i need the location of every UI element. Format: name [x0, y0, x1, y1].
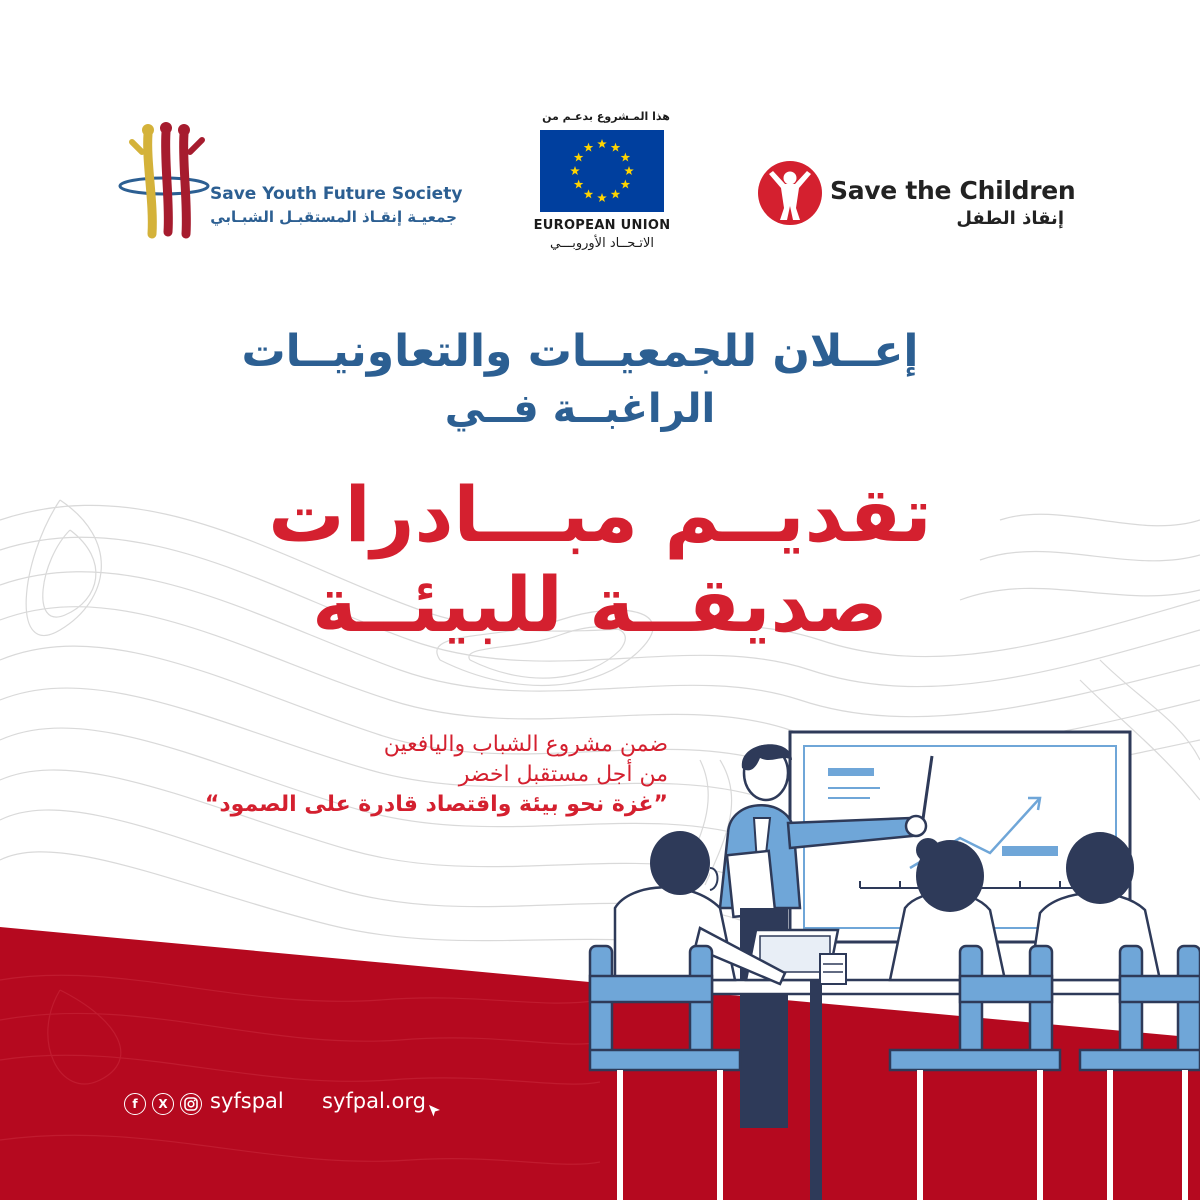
child-arms-up-logo — [757, 160, 823, 226]
headline-line2: الراغبــة فــي — [444, 386, 716, 432]
main-title-line2: صديقــة للبيئــة — [312, 560, 888, 649]
social-handle[interactable]: syfspal — [210, 1089, 284, 1113]
eu-name-ar: الاتـحــاد الأوروبـــي — [549, 236, 655, 251]
eu-flag-icon — [540, 130, 664, 212]
stc-name-ar: إنقاذ الطفل — [956, 208, 1064, 229]
eu-star — [584, 143, 594, 152]
eu-star — [611, 143, 621, 152]
syf-name-ar: جمعيـة إنقـاذ المستقبـل الشبـابي — [210, 208, 457, 226]
eu-star — [597, 193, 607, 202]
eu-name-en: EUROPEAN UNION — [533, 218, 671, 233]
eu-star — [621, 153, 631, 162]
headline-line1: إعــلان للجمعيــات والتعاونيــات — [241, 326, 919, 377]
subtitle-line3: ”غزة نحو بيئة واقتصاد قادرة على الصمود“ — [204, 792, 668, 817]
three-figures-logo — [118, 122, 210, 240]
eu-star — [574, 153, 584, 162]
facebook-icon[interactable]: f — [124, 1093, 146, 1115]
cursor-icon — [428, 1104, 442, 1118]
instagram-icon[interactable] — [180, 1093, 202, 1115]
syf-name-en: Save Youth Future Society — [210, 184, 463, 204]
x-icon[interactable]: X — [152, 1093, 174, 1115]
stc-name-en: Save the Children — [830, 176, 1076, 205]
eu-funding-caption: هذا المـشروع بدعـم من — [542, 110, 670, 123]
website-link[interactable]: syfpal.org — [322, 1089, 426, 1113]
classroom-presentation-illustration — [560, 718, 1200, 1200]
eu-star — [570, 166, 580, 175]
subtitle-line1: ضمن مشروع الشباب واليافعين — [383, 732, 668, 757]
eu-star — [621, 180, 631, 189]
eu-star — [574, 180, 584, 189]
eu-star — [611, 189, 621, 198]
main-title-line1: تقديــم مبـــادرات — [268, 470, 932, 559]
eu-star — [584, 189, 594, 198]
eu-star — [597, 139, 607, 148]
subtitle-line2: من أجل مستقبل اخضر — [458, 762, 668, 787]
eu-star — [624, 166, 634, 175]
